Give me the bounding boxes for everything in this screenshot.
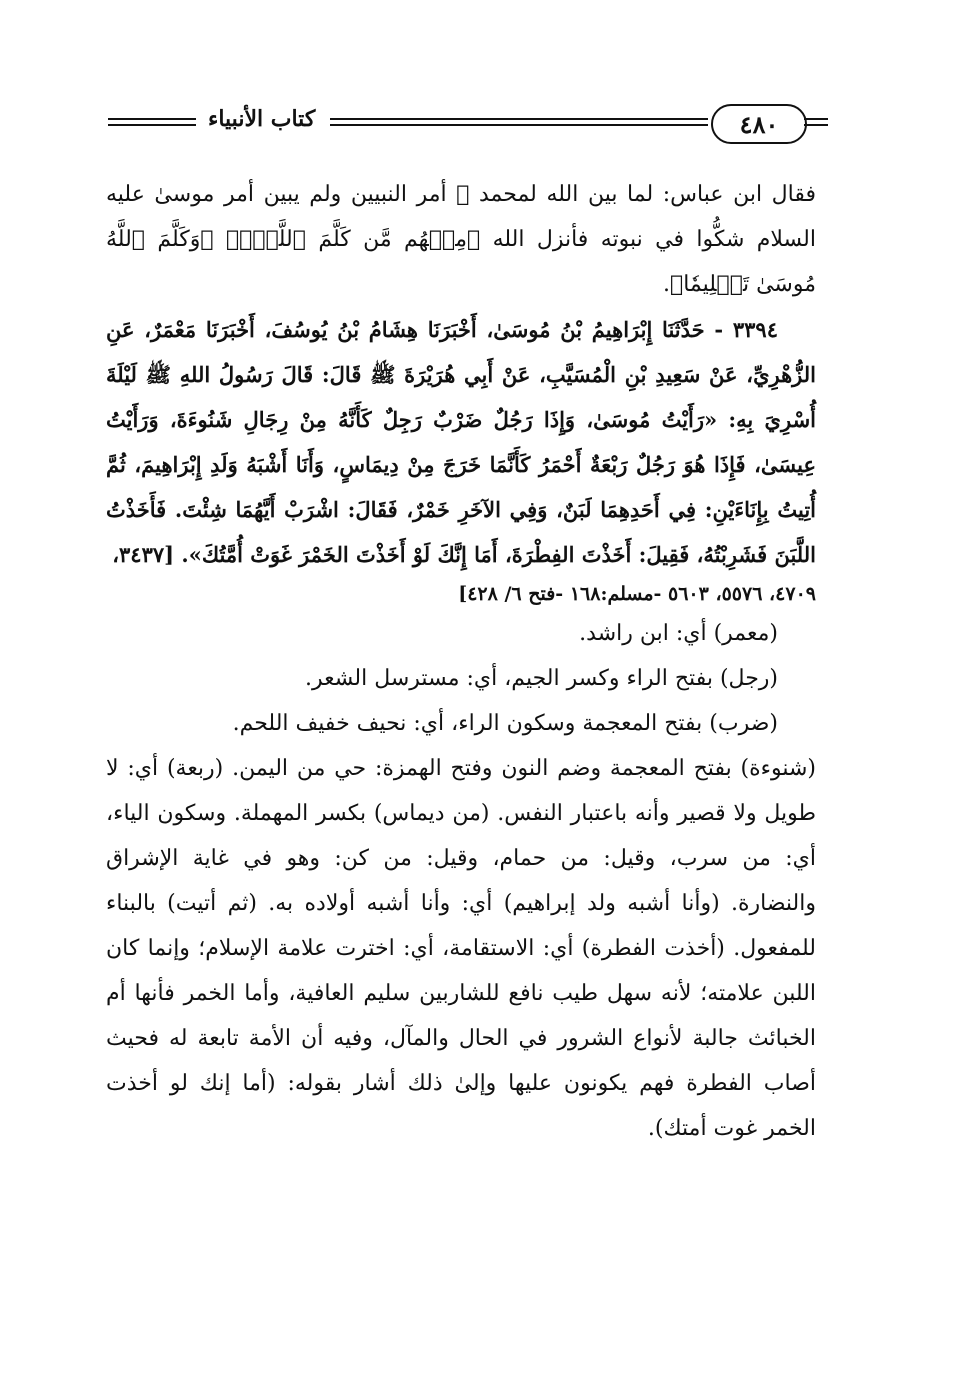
page-body [106,172,816,1151]
page-header [108,98,828,150]
header-rule-left [108,118,196,120]
header-rule-middle [330,118,708,120]
hadith-references: ٤٧٠٩، ٥٥٧٦، ٥٦٠٣ -مسلم:١٦٨ -فتح ٦/ ٤٢٨] [458,583,816,605]
intro-paragraph: فقال ابن عباس: لما بين الله لمحمد ﷺ أمر النبيين ولم يبين أمر موسىٰ عليه السلام شكُّوا في نبوته فأنزل الله ﴿مِنۡهُم مَّن كَلَّمَ ٱللَّهُۖ﴾ ﴿وَكَلَّمَ ٱللَّهُ مُوسَىٰ تَكۡلِيمٗا﴾. [106,182,816,297]
book-title: كتاب الأنبياء [208,106,316,132]
note-line: (رجل) بفتح الراء وكسر الجيم، أي: مسترسل الشعر. [305,666,778,691]
commentary-paragraph: (شنوءة) بفتح المعجمة وضم النون وفتح الهمزة: حي من اليمن. (ربعة) أي: لا طويل ولا قصير وأنه باعتبار النفس. (من ديماس) بكسر المهملة. وسكون الياء، أي: من سرب، وقيل: من حمام، وقيل: من كن: وهو في غاية الإشراق والنضارة. (وأنا أشبه ولد إبراهيم) أي: وأنا أشبه أولاده به. (ثم أتيت) بالبناء للمفعول. (أخذت الفطرة) أي: الاستقامة، أي: اخترت علامة الإسلام؛ وإنما كان اللبن علامته؛ لأنه سهل طيب نافع للشاربين سليم العافية، وأما الخمر فأنها أم الخبائث جالبة لأنواع الشرور في الحال والمآل، وفيه أن الأمة تابعة له فحيث أصاب الفطرة فهم يكونون عليها وإلىٰ ذلك أشار بقوله: (أما إنك لو أخذت الخمر غوت أمتك). [106,756,816,1141]
note-line: (معمر) أي: ابن راشد. [579,621,778,646]
header-rule-right [804,118,828,120]
note-line: (ضرب) بفتح المعجمة وسكون الراء، أي: نحيف خفيف اللحم. [232,711,778,736]
page-number: ٤٨٠ [711,104,807,144]
hadith-text: ٣٣٩٤ - حَدَّثَنَا إِبْرَاهِيمُ بْنُ مُوسَىٰ، أَخْبَرَنَا هِشَامُ بْنُ يُوسُفَ، أَخْبَرَنَا مَعْمَرٌ، عَنِ الزُّهْرِيِّ، عَنْ سَعِيدِ بْنِ الْمُسَيَّبِ، عَنْ أَبِي هُرَيْرَةَ ﷺ قَالَ: قَالَ رَسُولُ اللهِ ﷺ لَيْلَةَ أُسْرِيَ بِهِ: «رَأَيْتُ مُوسَىٰ، وَإِذَا رَجُلٌ ضَرْبٌ رَجِلٌ كَأَنَّهُ مِنْ رِجَالِ شَنُوءَةَ، وَرَأَيْتُ عِيسَىٰ، فَإِذَا هُوَ رَجُلٌ رَبْعَةٌ أَحْمَرُ كَأَنَّمَا خَرَجَ مِنْ دِيمَاسٍ، وَأَنَا أَشْبَهُ وَلَدِ إِبْرَاهِيمَ، ثُمَّ أُتِيتُ بِإِنَاءَيْنِ: فِي أَحَدِهِمَا لَبَنٌ، وَفِي الآخَرِ خَمْرٌ، فَقَالَ: اشْرَبْ أَيَّهُمَا شِئْتَ. فَأَخَذْتُ اللَّبَنَ فَشَرِبْتُهُ، فَقِيلَ: أَخَذْتَ الفِطْرَةَ، أَمَا إِنَّكَ لَوْ أَخَذْتَ الخَمْرَ غَوَتْ أُمَّتُكَ». [٣٤٣٧، [106,317,816,567]
